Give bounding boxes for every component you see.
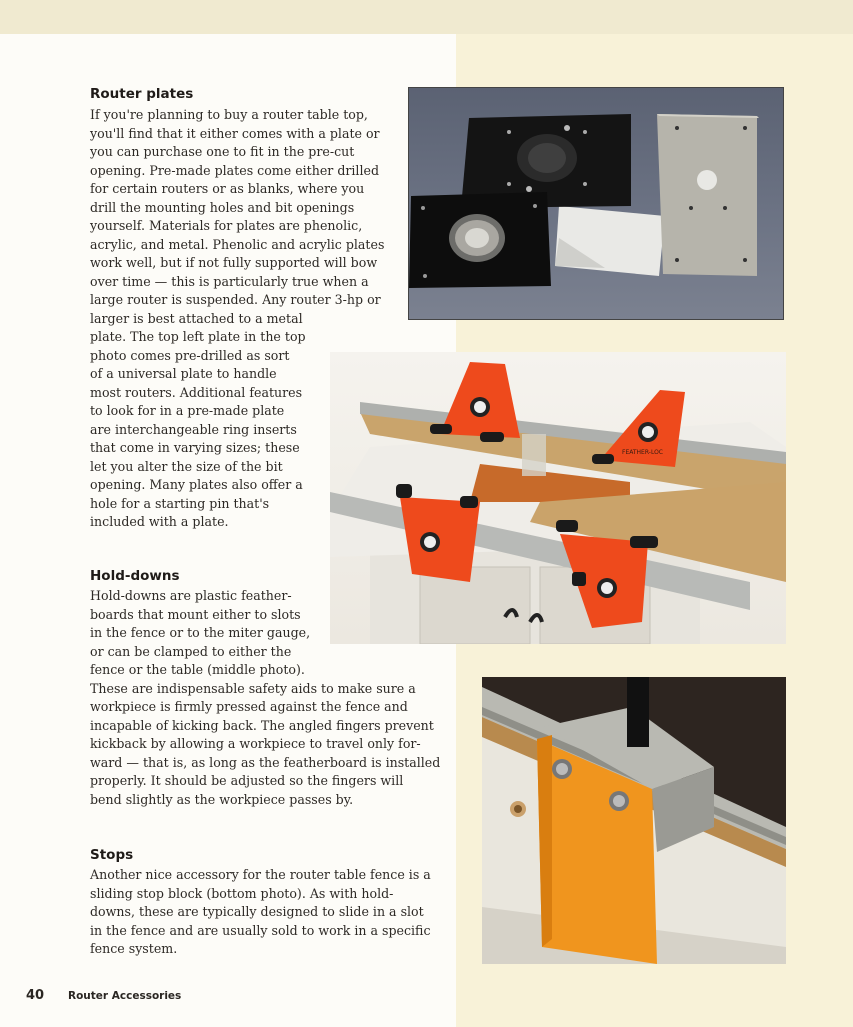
text-line: you'll find that it either comes with a plate or [90,125,380,141]
text-line: plate. The top left plate in the top [90,329,306,344]
stop-block-illustration [482,677,786,964]
metal-plate [657,114,757,276]
photo-featherboards [330,352,786,644]
text-line: opening. Many plates also offer a [90,477,303,492]
text-line: workpiece is firmly pressed against the fence and [90,699,408,714]
page-number: 40 [26,988,45,1003]
photo-stop-block [482,677,786,964]
text-line: fence system. [90,941,178,956]
text-line: you can purchase one to fit in the pre-cut [90,144,355,159]
text-line: larger is best attached to a metal [90,310,303,326]
featherboard-bottom-left [400,497,480,582]
text-line: work well, but if not fully supported will bow [90,255,378,270]
text-line: incapable of kicking back. The angled fingers prevent [90,717,434,733]
text-line: opening. Pre-made plates come either drilled [90,162,380,178]
text-line: yourself. Materials for plates are phenolic, [90,218,363,233]
heading-stops: Stops [90,847,134,863]
stop-block-knob [627,677,649,747]
text-line: boards that mount either to slots [90,606,301,622]
text-line: Hold-downs are plastic feather- [90,588,292,603]
text-line: in the fence and are usually sold to work in a specific [90,922,431,938]
text-line: Another nice accessory for the router table fence is a [90,867,431,882]
text-line: These are indispensable safety aids to make sure a [90,680,416,696]
text-line: or can be clamped to either the [90,643,292,659]
text-line: let you alter the size of the bit [90,458,283,474]
router-plates-illustration [409,88,784,320]
text-line: hole for a starting pin that's [90,495,270,511]
featherboards-illustration [330,352,786,644]
text-line: large router is suspended. Any router 3-hp or [90,292,381,307]
text-line: sliding stop block (bottom photo). As with hold- [90,885,394,901]
text-line: acrylic, and metal. Phenolic and acrylic plates [90,236,385,252]
photo-router-plates [408,87,784,320]
text-line: bend slightly as the workpiece passes by. [90,791,354,807]
running-footer-title: Router Accessories [68,990,182,1002]
text-line: kickback by allowing a workpiece to travel only for- [90,736,421,751]
text-line: most routers. Additional features [90,384,303,400]
text-line: for certain routers or as blanks, where you [90,181,365,196]
text-line: of a universal plate to handle [90,366,277,381]
text-line: in the fence or to the miter gauge, [90,625,311,640]
text-line: properly. It should be adjusted so the fingers will [90,773,404,788]
text-line: included with a plate. [90,514,229,529]
text-line: to look for in a pre-made plate [90,403,285,418]
featherboard-label: FEATHER-LOC [622,449,663,456]
heading-router-plates: Router plates [90,86,194,102]
text-line: downs, these are typically designed to slide in a slot [90,904,424,919]
top-band [0,0,853,34]
text-line: are interchangeable ring inserts [90,421,297,437]
text-line: over time — this is particularly true when a [90,273,369,289]
heading-hold-downs: Hold-downs [90,568,180,584]
text-line: ward — that is, as long as the featherboard is installed [90,754,441,770]
text-line: that come in varying sizes; these [90,440,300,455]
text-line: fence or the table (middle photo). [90,662,305,677]
paragraph-stops [90,866,431,959]
text-line: If you're planning to buy a router table top, [90,107,368,122]
text-line: drill the mounting holes and bit openings [90,199,355,215]
text-line: photo comes pre-drilled as sort [90,347,290,363]
